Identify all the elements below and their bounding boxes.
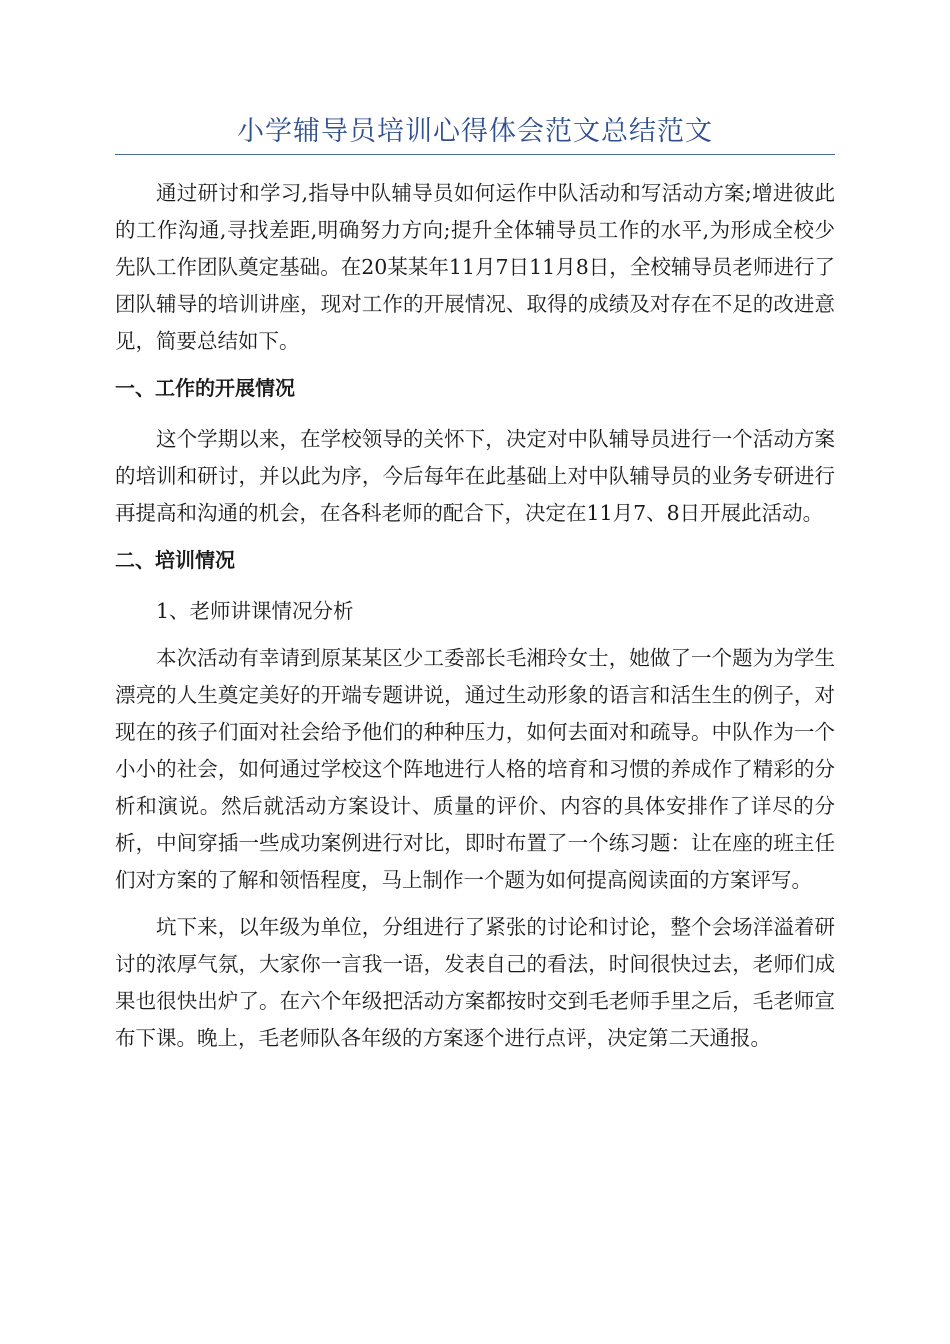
section-heading-work-progress: 一、工作的开展情况: [115, 376, 295, 400]
intro-paragraph: 通过研讨和学习,指导中队辅导员如何运作中队活动和写活动方案;增进彼此的工作沟通,寻找差距,明确努力方向;提升全体辅导员工作的水平,为形成全校少先队工作团队奠定基础。在20某某年11月7日11月8日，全校辅导员老师进行了团队辅导的培训讲座，现对工作的开展情况、取得的成绩及对存在不足的改进意见，简要总结如下。: [115, 181, 835, 353]
lecture-analysis-paragraph: 本次活动有幸请到原某某区少工委部长毛湘玲女士，她做了一个题为为学生漂亮的人生奠定美好的开端专题讲说，通过生动形象的语言和活生生的例子，对现在的孩子们面对社会给予他们的种种压力，如何去面对和疏导。中队作为一个小小的社会，如何通过学校这个阵地进行人格的培育和习惯的养成作了精彩的分析和演说。然后就活动方案设计、质量的评价、内容的具体安排作了详尽的分析，中间穿插一些成功案例进行对比，即时布置了一个练习题：让在座的班主任们对方案的了解和领悟程度，马上制作一个题为如何提高阅读面的方案评写。: [115, 646, 835, 892]
document-title: 小学辅导员培训心得体会范文总结范文: [237, 116, 713, 147]
section-heading-training: 二、培训情况: [115, 548, 235, 572]
group-discussion-paragraph: 坑下来，以年级为单位，分组进行了紧张的讨论和讨论，整个会场洋溢着研讨的浓厚气氛，大家你一言我一语，发表自己的看法，时间很快过去，老师们成果也很快出炉了。在六个年级把活动方案都按时交到毛老师手里之后，毛老师宣布下课。晚上，毛老师队各年级的方案逐个进行点评，决定第二天通报。: [115, 915, 835, 1050]
subheading-lecture-analysis: 1、老师讲课情况分析: [156, 599, 354, 623]
document-page: [115, 112, 835, 1067]
title-underline: [115, 154, 835, 155]
work-progress-paragraph: 这个学期以来，在学校领导的关怀下，决定对中队辅导员进行一个活动方案的培训和研讨，并以此为序，今后每年在此基础上对中队辅导员的业务专研进行再提高和沟通的机会，在各科老师的配合下，决定在11月7、8日开展此活动。: [115, 427, 835, 525]
